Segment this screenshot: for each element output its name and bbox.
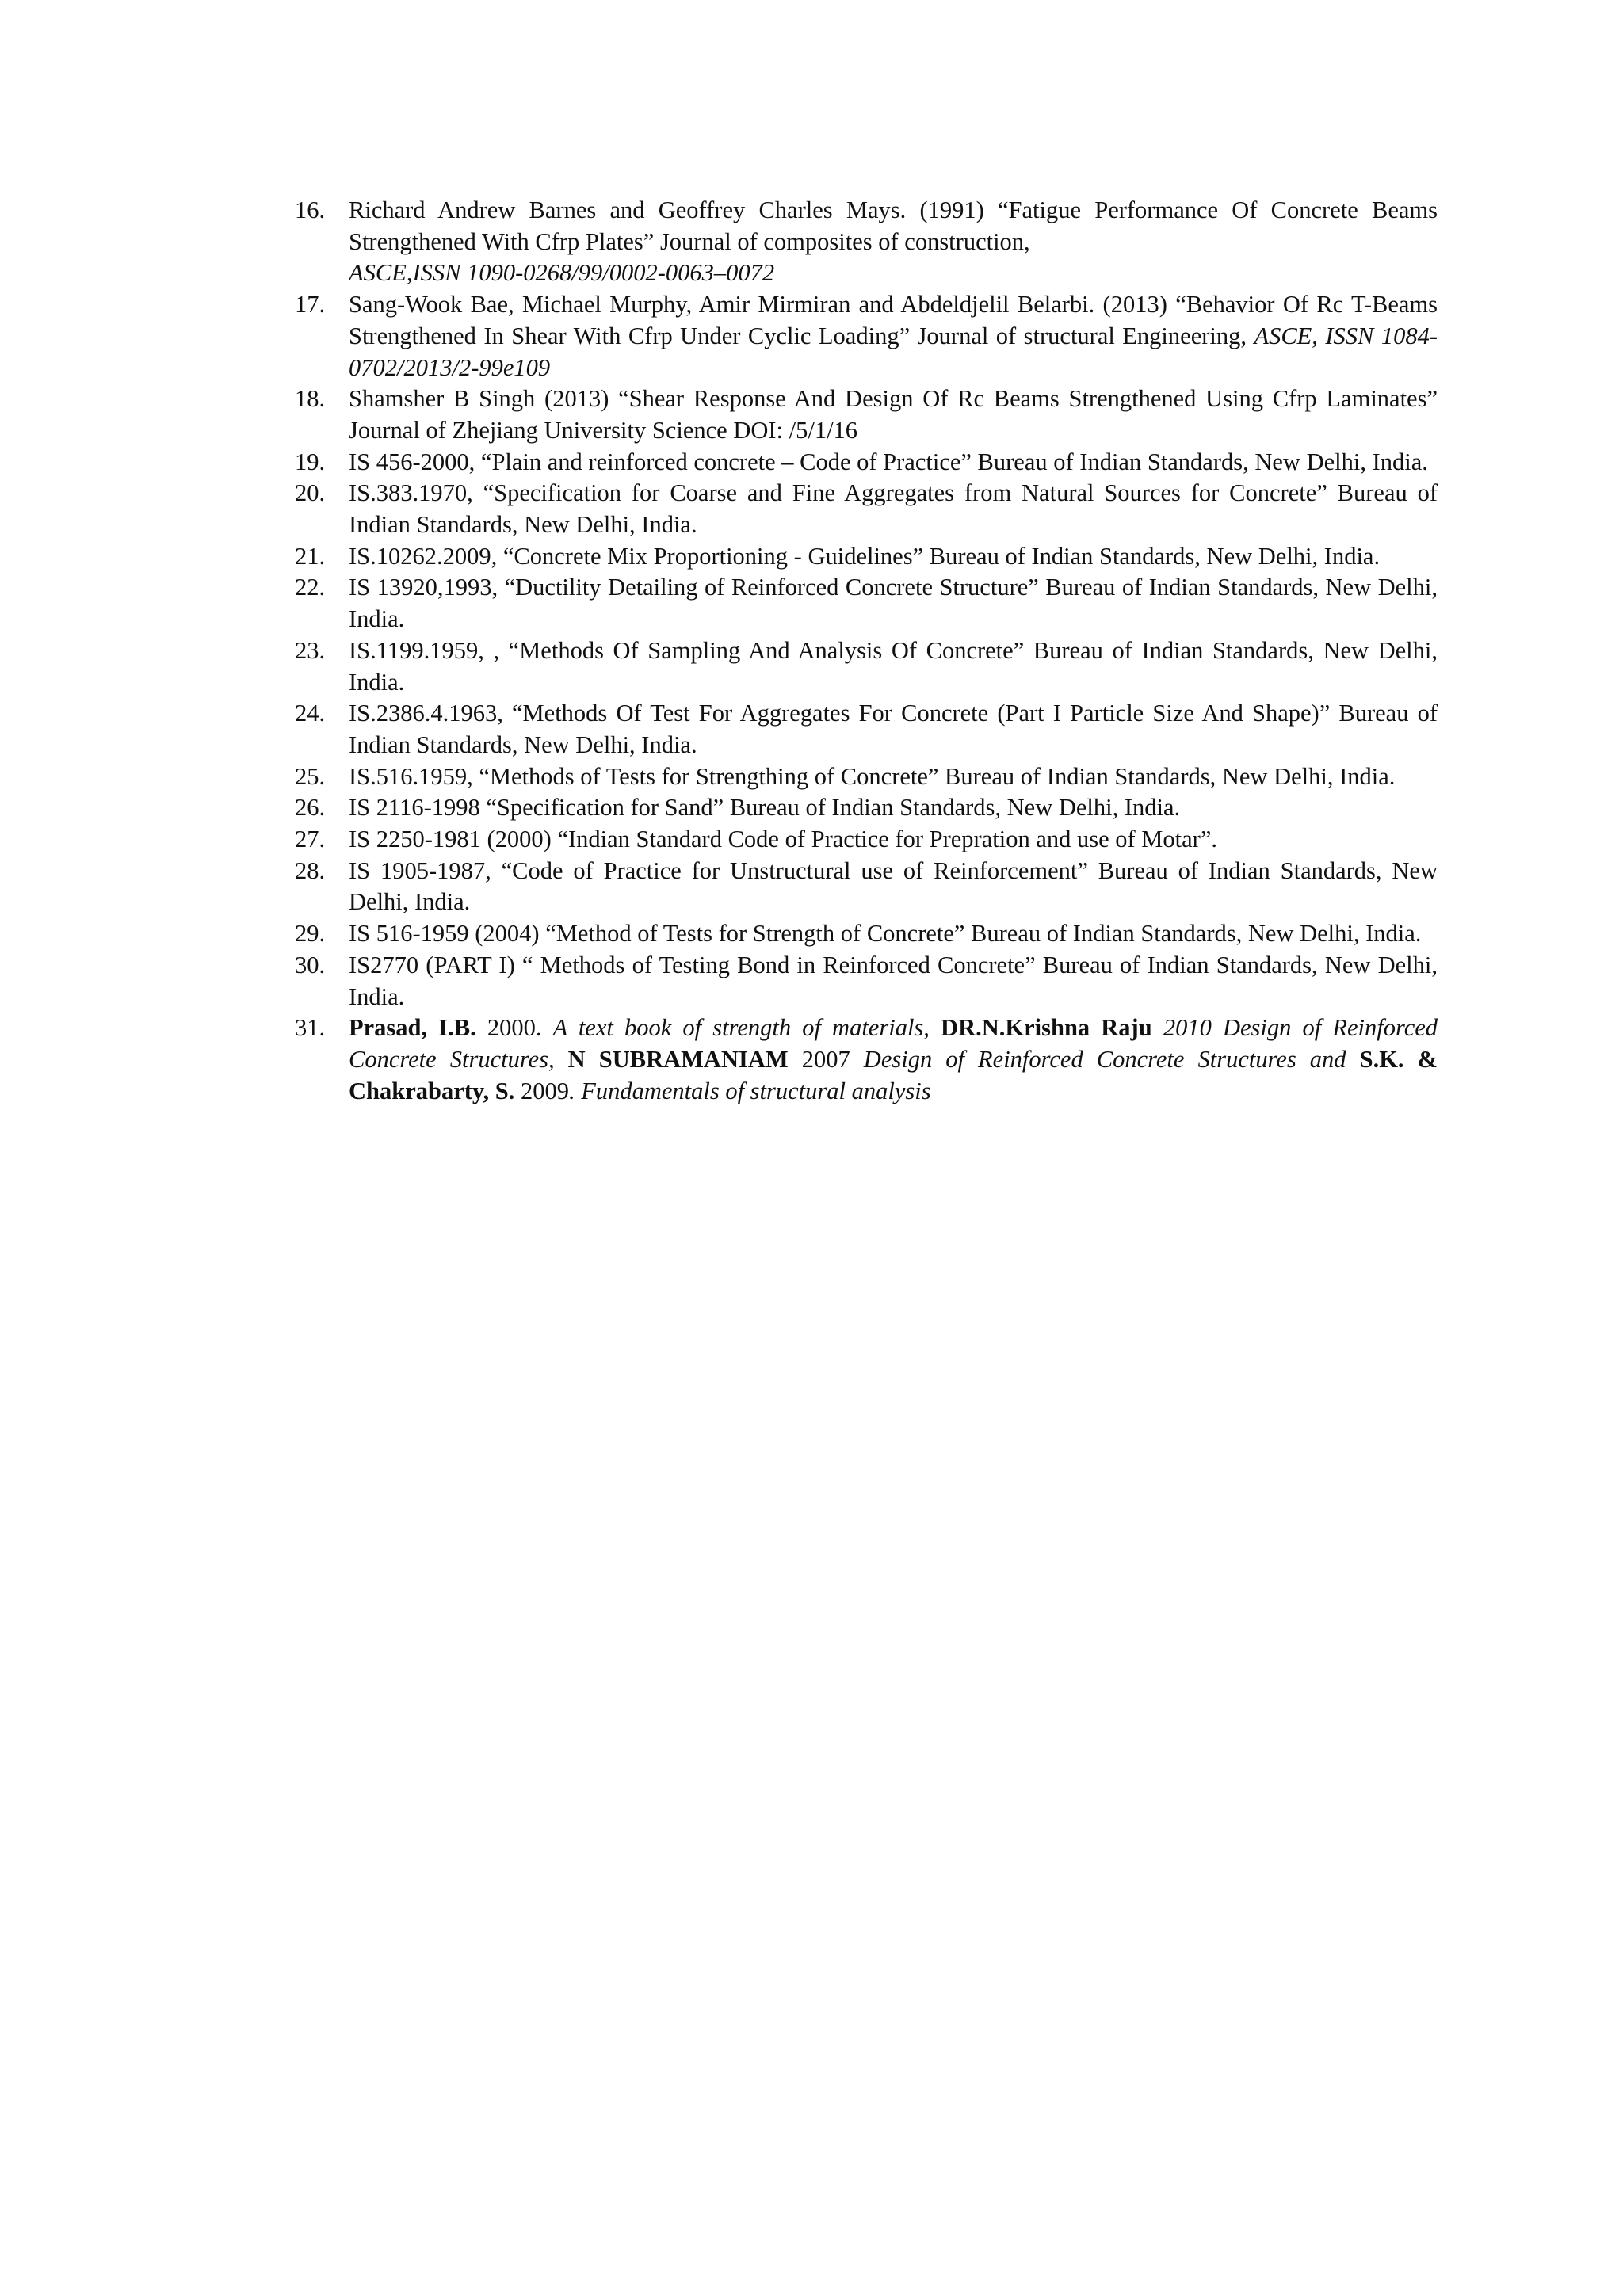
reference-number: 30.	[295, 951, 326, 978]
reference-text: IS2770 (PART I) “ Methods of Testing Bond in Reinforced Concrete” Bureau of Indian Standards, New Delhi, India.	[349, 951, 1438, 1010]
reference-separator	[555, 1046, 568, 1073]
reference-number: 19.	[295, 448, 326, 475]
reference-separator	[1346, 1046, 1360, 1073]
reference-number: 26.	[295, 794, 326, 822]
reference-number: 17.	[295, 291, 326, 318]
reference-text: IS 456-2000, “Plain and reinforced concrete – Code of Practice” Bureau of Indian Standards, New Delhi, India.	[349, 448, 1428, 475]
reference-book-title: A text book of strength of materials,	[552, 1014, 930, 1042]
reference-item-24	[295, 698, 1438, 761]
reference-book-title: Design of Reinforced Concrete Structures and	[863, 1045, 1346, 1073]
reference-text	[349, 195, 1438, 289]
reference-item-31	[295, 1013, 1438, 1107]
reference-number: 20.	[295, 479, 326, 507]
reference-text	[349, 289, 1438, 383]
reference-separator	[1152, 1014, 1163, 1041]
reference-item-19	[295, 447, 1438, 479]
reference-author: Prasad, I.B.	[349, 1014, 476, 1042]
reference-separator	[930, 1014, 941, 1041]
reference-item-20	[295, 478, 1438, 540]
reference-number: 24.	[295, 700, 326, 727]
reference-number: 27.	[295, 826, 326, 853]
reference-text: IS.10262.2009, “Concrete Mix Proportioning - Guidelines” Bureau of Indian Standards, New Delhi, India.	[349, 542, 1381, 570]
reference-number: 16.	[295, 196, 326, 223]
reference-item-17	[295, 289, 1438, 383]
reference-number: 23.	[295, 636, 326, 664]
reference-item-28	[295, 856, 1438, 918]
reference-number: 28.	[295, 856, 326, 884]
reference-year: 2007	[788, 1045, 864, 1073]
reference-author: N SUBRAMANIAM	[567, 1045, 789, 1073]
reference-text: IS.516.1959, “Methods of Tests for Strengthing of Concrete” Bureau of Indian Standards, New Delhi, India.	[349, 762, 1396, 790]
reference-item-30	[295, 950, 1438, 1013]
reference-text: IS 516-1959 (2004) “Method of Tests for Strength of Concrete” Bureau of Indian Standards, New Delhi, India.	[349, 920, 1422, 948]
reference-text: IS 13920,1993, “Ductility Detailing of Reinforced Concrete Structure” Bureau of Indian Standards, New Delhi, India.	[349, 574, 1438, 633]
reference-item-23	[295, 635, 1438, 698]
reference-item-26	[295, 792, 1438, 824]
reference-year: 2000.	[475, 1014, 553, 1042]
reference-list	[295, 195, 1438, 1107]
reference-number: 25.	[295, 762, 326, 790]
reference-number: 29.	[295, 920, 326, 948]
reference-number: 22.	[295, 574, 326, 601]
reference-item-16	[295, 195, 1438, 289]
reference-body: Richard Andrew Barnes and Geoffrey Charles Mays. (1991) “Fatigue Performance Of Concrete Beams Strengthened With Cfrp Plates” Journal of composites of construction,	[349, 196, 1438, 255]
reference-item-18	[295, 383, 1438, 446]
reference-item-21	[295, 541, 1438, 573]
reference-item-29	[295, 918, 1438, 950]
reference-text: IS.1199.1959, , “Methods Of Sampling And Analysis Of Concrete” Bureau of Indian Standards, New Delhi, India.	[349, 636, 1438, 696]
reference-italic-tail: ASCE, ISSN 1084-0702/2013/2-99e109	[349, 322, 1438, 381]
reference-text: IS 2250-1981 (2000) “Indian Standard Code of Practice for Prepration and use of Motar”.	[349, 826, 1218, 853]
reference-text: IS 2116-1998 “Specification for Sand” Bureau of Indian Standards, New Delhi, India.	[349, 794, 1181, 822]
reference-year: 2009	[514, 1077, 569, 1104]
reference-text: IS 1905-1987, “Code of Practice for Unstructural use of Reinforcement” Bureau of Indian Standards, New Delhi, India.	[349, 856, 1438, 916]
reference-author: S.K. & Chakrabarty, S.	[349, 1045, 1438, 1104]
reference-text	[349, 1013, 1438, 1107]
reference-italic-line: ASCE,ISSN 1090-0268/99/0002-0063–0072	[349, 259, 775, 287]
reference-text: IS.383.1970, “Specification for Coarse and Fine Aggregates from Natural Sources for Concrete” Bureau of Indian Standards, New Delhi, India.	[349, 479, 1438, 539]
reference-number: 18.	[295, 385, 326, 413]
reference-book-title: 2010 Design of Reinforced Concrete Structures,	[349, 1014, 1438, 1073]
reference-author: DR.N.Krishna Raju	[941, 1014, 1152, 1042]
reference-text: IS.2386.4.1963, “Methods Of Test For Aggregates For Concrete (Part I Particle Size And Shape)” Bureau of Indian Standards, New Delhi, India.	[349, 700, 1438, 758]
reference-item-22	[295, 572, 1438, 635]
reference-number: 21.	[295, 542, 326, 570]
reference-item-27	[295, 824, 1438, 856]
reference-body: Sang-Wook Bae, Michael Murphy, Amir Mirmiran and Abdeldjelil Belarbi. (2013) “Behavior Of Rc T-Beams Strengthened In Shear With Cfrp Under Cyclic Loading” Journal of structural Engineering,	[349, 291, 1438, 349]
reference-number: 31.	[295, 1014, 326, 1042]
reference-text: Shamsher B Singh (2013) “Shear Response And Design Of Rc Beams Strengthened Using Cfrp Laminates” Journal of Zhejiang University Science DOI: /5/1/16	[349, 385, 1438, 444]
reference-item-25	[295, 761, 1438, 793]
reference-book-title: . Fundamentals of structural analysis	[568, 1077, 931, 1104]
